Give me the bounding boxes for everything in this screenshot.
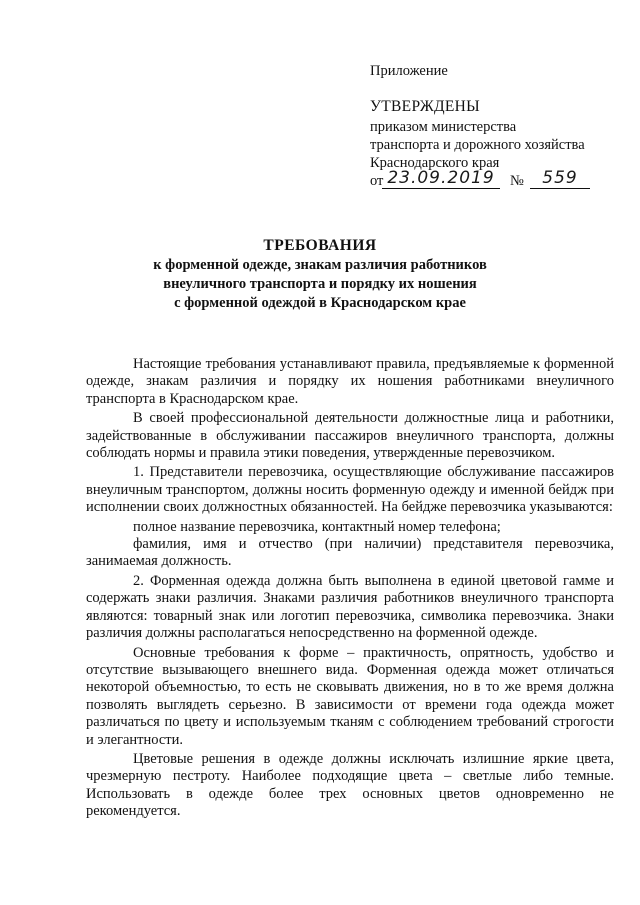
order-date: 23.09.2019 (382, 168, 500, 189)
order-date-number (370, 168, 620, 192)
approved-heading: УТВЕРЖДЕНЫ (370, 98, 480, 115)
paragraph-8: Цветовые решения в одежде должны исключать излишние яркие цвета, чрезмерную пестроту. Наиболее подходящие цвета – светлые либо темные. Использовать в одежде более трех основных цветов одновременно не рекомендуется. (86, 750, 614, 820)
document-title (60, 236, 580, 313)
title-main: ТРЕБОВАНИЯ (263, 237, 377, 254)
paragraph-6: 2. Форменная одежда должна быть выполнена в единой цветовой гамме и содержать знаки различия. Знаками различия работников внеуличного транспорта являются: товарный знак или логотип перевозчика, символика перевозчика. Знаки различия должны располагаться непосредственно на форменной одежде. (86, 572, 614, 642)
paragraph-1: Настоящие требования устанавливают правила, предъявляемые к форменной одежде, знакам различия и порядку их ношения работниками внеуличного транспорта в Краснодарском крае. (86, 356, 614, 407)
document-body (86, 356, 614, 823)
title-line-1: к форменной одежде, знакам различия работников (153, 257, 487, 273)
order-number: 559 (530, 168, 590, 189)
paragraph-2: В своей профессиональной деятельности должностные лица и работники, задействованные в обслуживании пассажиров внеуличного транспорта, должны соблюдать нормы и правила этики поведения, утвержденные перевозчиком. (86, 410, 614, 462)
title-line-3: с форменной одеждой в Краснодарском крае (174, 295, 466, 311)
approval-line-2: транспорта и дорожного хозяйства (370, 137, 585, 153)
appendix-label: Приложение (370, 63, 448, 79)
title-line-2: внеуличного транспорта и порядку их ношения (163, 276, 477, 292)
paragraph-7: Основные требования к форме – практичность, опрятность, удобство и отсутствие вызывающего внешнего вида. Форменная одежда может отличаться некоторой объемностью, то есть не сковывать движения, но в то же время должна позволять выглядеть серьезно. В зависимости от времени года одежда может различаться по цвету и используемым тканям с соблюдением требований строгости и элегантности. (86, 644, 614, 748)
from-label: от (370, 173, 384, 189)
approval-line-1: приказом министерства (370, 119, 517, 135)
paragraph-3: 1. Представители перевозчика, осуществляющие обслуживание пассажиров внеуличным транспортом, должны носить форменную одежду и именной бейдж при исполнении своих должностных обязанностей. На бейдже перевозчика указываются: (86, 464, 614, 516)
paragraph-5: фамилия, имя и отчество (при наличии) представителя перевозчика, занимаемая должность. (86, 536, 614, 570)
approval-line-3: Краснодарского края (370, 155, 500, 171)
paragraph-4: полное название перевозчика, контактный номер телефона; (133, 518, 501, 535)
approval-block (370, 62, 620, 192)
number-label: № (510, 173, 524, 189)
